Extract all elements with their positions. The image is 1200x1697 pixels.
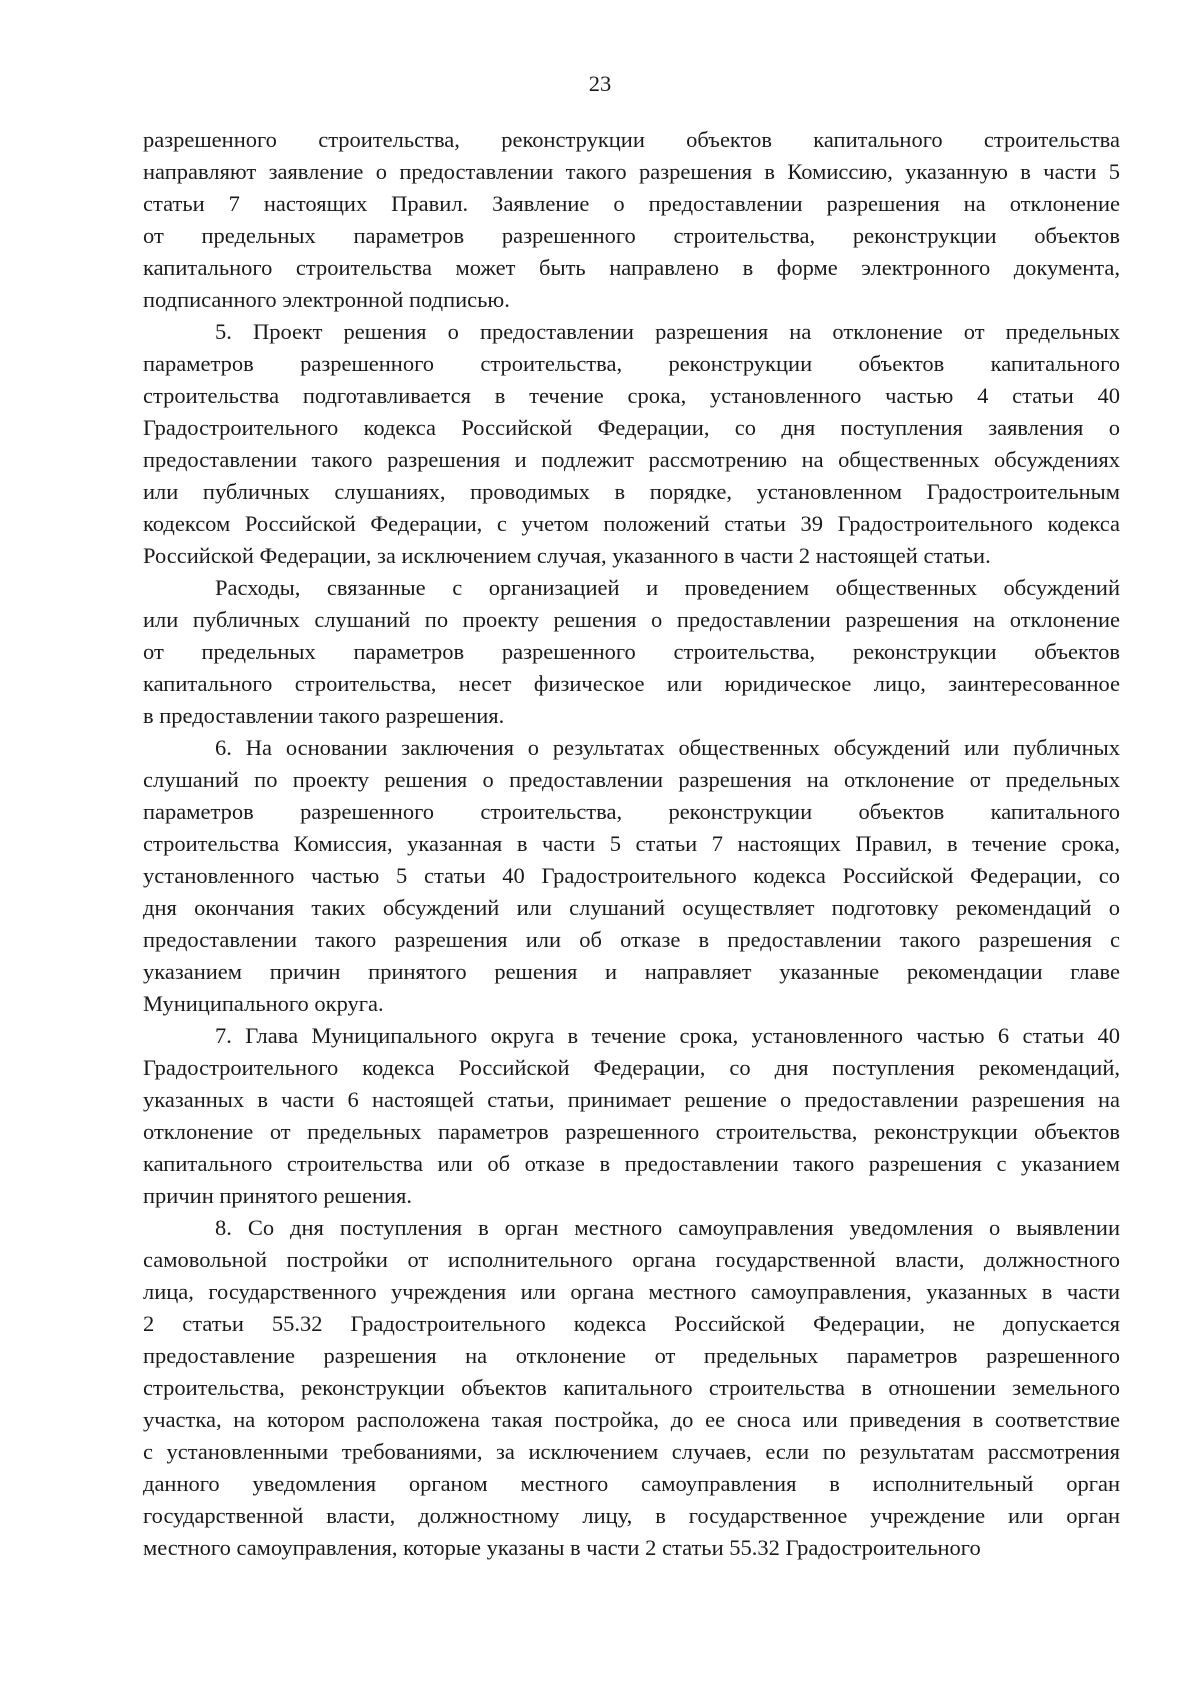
paragraph-p0 <box>143 124 1120 316</box>
text-line: установленного частью 5 статьи 40 Градостроительного кодекса Российской Федерации, со <box>143 863 1120 888</box>
text-line: направляют заявление о предоставлении такого разрешения в Комиссию, указанную в части 5 <box>143 159 1120 184</box>
text-line: дня окончания таких обсуждений или слушаний осуществляет подготовку рекомендаций о <box>143 895 1120 920</box>
text-line: в предоставлении такого разрешения. <box>143 703 505 728</box>
text-line: Расходы, связанные с организацией и проведением общественных обсуждений <box>215 575 1120 600</box>
text-line: предоставление разрешения на отклонение от предельных параметров разрешенного <box>143 1343 1120 1368</box>
text-line: данного уведомления органом местного самоуправления в исполнительный орган <box>143 1471 1120 1496</box>
text-line: указанием причин принятого решения и направляет указанные рекомендации главе <box>143 959 1120 984</box>
text-line: капитального строительства или об отказе в предоставлении такого разрешения с указанием <box>143 1151 1120 1176</box>
text-line: с установленными требованиями, за исключением случаев, если по результатам рассмотрения <box>143 1439 1120 1464</box>
text-line: Российской Федерации, за исключением случая, указанного в части 2 настоящей статьи. <box>143 543 991 568</box>
text-line: капитального строительства может быть направлено в форме электронного документа, <box>143 255 1120 280</box>
text-line: параметров разрешенного строительства, реконструкции объектов капитального <box>143 351 1120 376</box>
text-line: Градостроительного кодекса Российской Федерации, со дня поступления рекомендаций, <box>143 1055 1120 1080</box>
text-line: кодексом Российской Федерации, с учетом положений статьи 39 Градостроительного кодекса <box>143 511 1120 536</box>
text-line: или публичных слушаний по проекту решения о предоставлении разрешения на отклонение <box>143 607 1120 632</box>
text-line: предоставлении такого разрешения или об отказе в предоставлении такого разрешения с <box>143 927 1120 952</box>
paragraph-p8 <box>143 1212 1120 1564</box>
page-number: 23 <box>588 71 612 96</box>
text-line: капитального строительства, несет физическое или юридическое лицо, заинтересованное <box>143 671 1120 696</box>
text-line: слушаний по проекту решения о предоставлении разрешения на отклонение от предельных <box>143 767 1120 792</box>
text-line: статьи 7 настоящих Правил. Заявление о предоставлении разрешения на отклонение <box>143 191 1120 216</box>
text-line: отклонение от предельных параметров разрешенного строительства, реконструкции объектов <box>143 1119 1120 1144</box>
text-line: 6. На основании заключения о результатах общественных обсуждений или публичных <box>215 735 1120 760</box>
text-line: 2 статьи 55.32 Градостроительного кодекса Российской Федерации, не допускается <box>143 1311 1120 1336</box>
paragraph-p6 <box>143 732 1120 1020</box>
text-line: от предельных параметров разрешенного строительства, реконструкции объектов <box>143 639 1120 664</box>
text-line: 5. Проект решения о предоставлении разрешения на отклонение от предельных <box>215 319 1120 344</box>
text-line: Градостроительного кодекса Российской Федерации, со дня поступления заявления о <box>143 415 1120 440</box>
text-line: участка, на котором расположена такая постройка, до ее сноса или приведения в соответствие <box>143 1407 1120 1432</box>
text-line: или публичных слушаниях, проводимых в порядке, установленном Градостроительным <box>143 479 1120 504</box>
paragraph-p5b <box>143 572 1120 732</box>
text-line: предоставлении такого разрешения и подлежит рассмотрению на общественных обсуждениях <box>143 447 1120 472</box>
text-line: подписанного электронной подписью. <box>143 287 510 312</box>
text-line: самовольной постройки от исполнительного органа государственной власти, должностного <box>143 1247 1120 1272</box>
text-line: причин принятого решения. <box>143 1183 413 1208</box>
text-line: строительства Комиссия, указанная в части 5 статьи 7 настоящих Правил, в течение срока, <box>143 831 1120 856</box>
text-line: Муниципального округа. <box>143 991 384 1016</box>
paragraph-p7 <box>143 1020 1120 1212</box>
document-body <box>143 124 1120 1564</box>
text-line: разрешенного строительства, реконструкции объектов капитального строительства <box>143 127 1120 152</box>
text-line: от предельных параметров разрешенного строительства, реконструкции объектов <box>143 223 1120 248</box>
text-line: 8. Со дня поступления в орган местного самоуправления уведомления о выявлении <box>215 1215 1120 1240</box>
text-line: 7. Глава Муниципального округа в течение срока, установленного частью 6 статьи 40 <box>215 1023 1120 1048</box>
text-line: указанных в части 6 настоящей статьи, принимает решение о предоставлении разрешения на <box>143 1087 1120 1112</box>
paragraph-p5 <box>143 316 1120 572</box>
text-line: строительства, реконструкции объектов капитального строительства в отношении земельного <box>143 1375 1120 1400</box>
text-line: параметров разрешенного строительства, реконструкции объектов капитального <box>143 799 1120 824</box>
text-line: строительства подготавливается в течение срока, установленного частью 4 статьи 40 <box>143 383 1120 408</box>
text-line: местного самоуправления, которые указаны в части 2 статьи 55.32 Градостроительного <box>143 1535 981 1560</box>
text-line: государственной власти, должностному лицу, в государственное учреждение или орган <box>143 1503 1120 1528</box>
text-line: лица, государственного учреждения или органа местного самоуправления, указанных в части <box>143 1279 1120 1304</box>
